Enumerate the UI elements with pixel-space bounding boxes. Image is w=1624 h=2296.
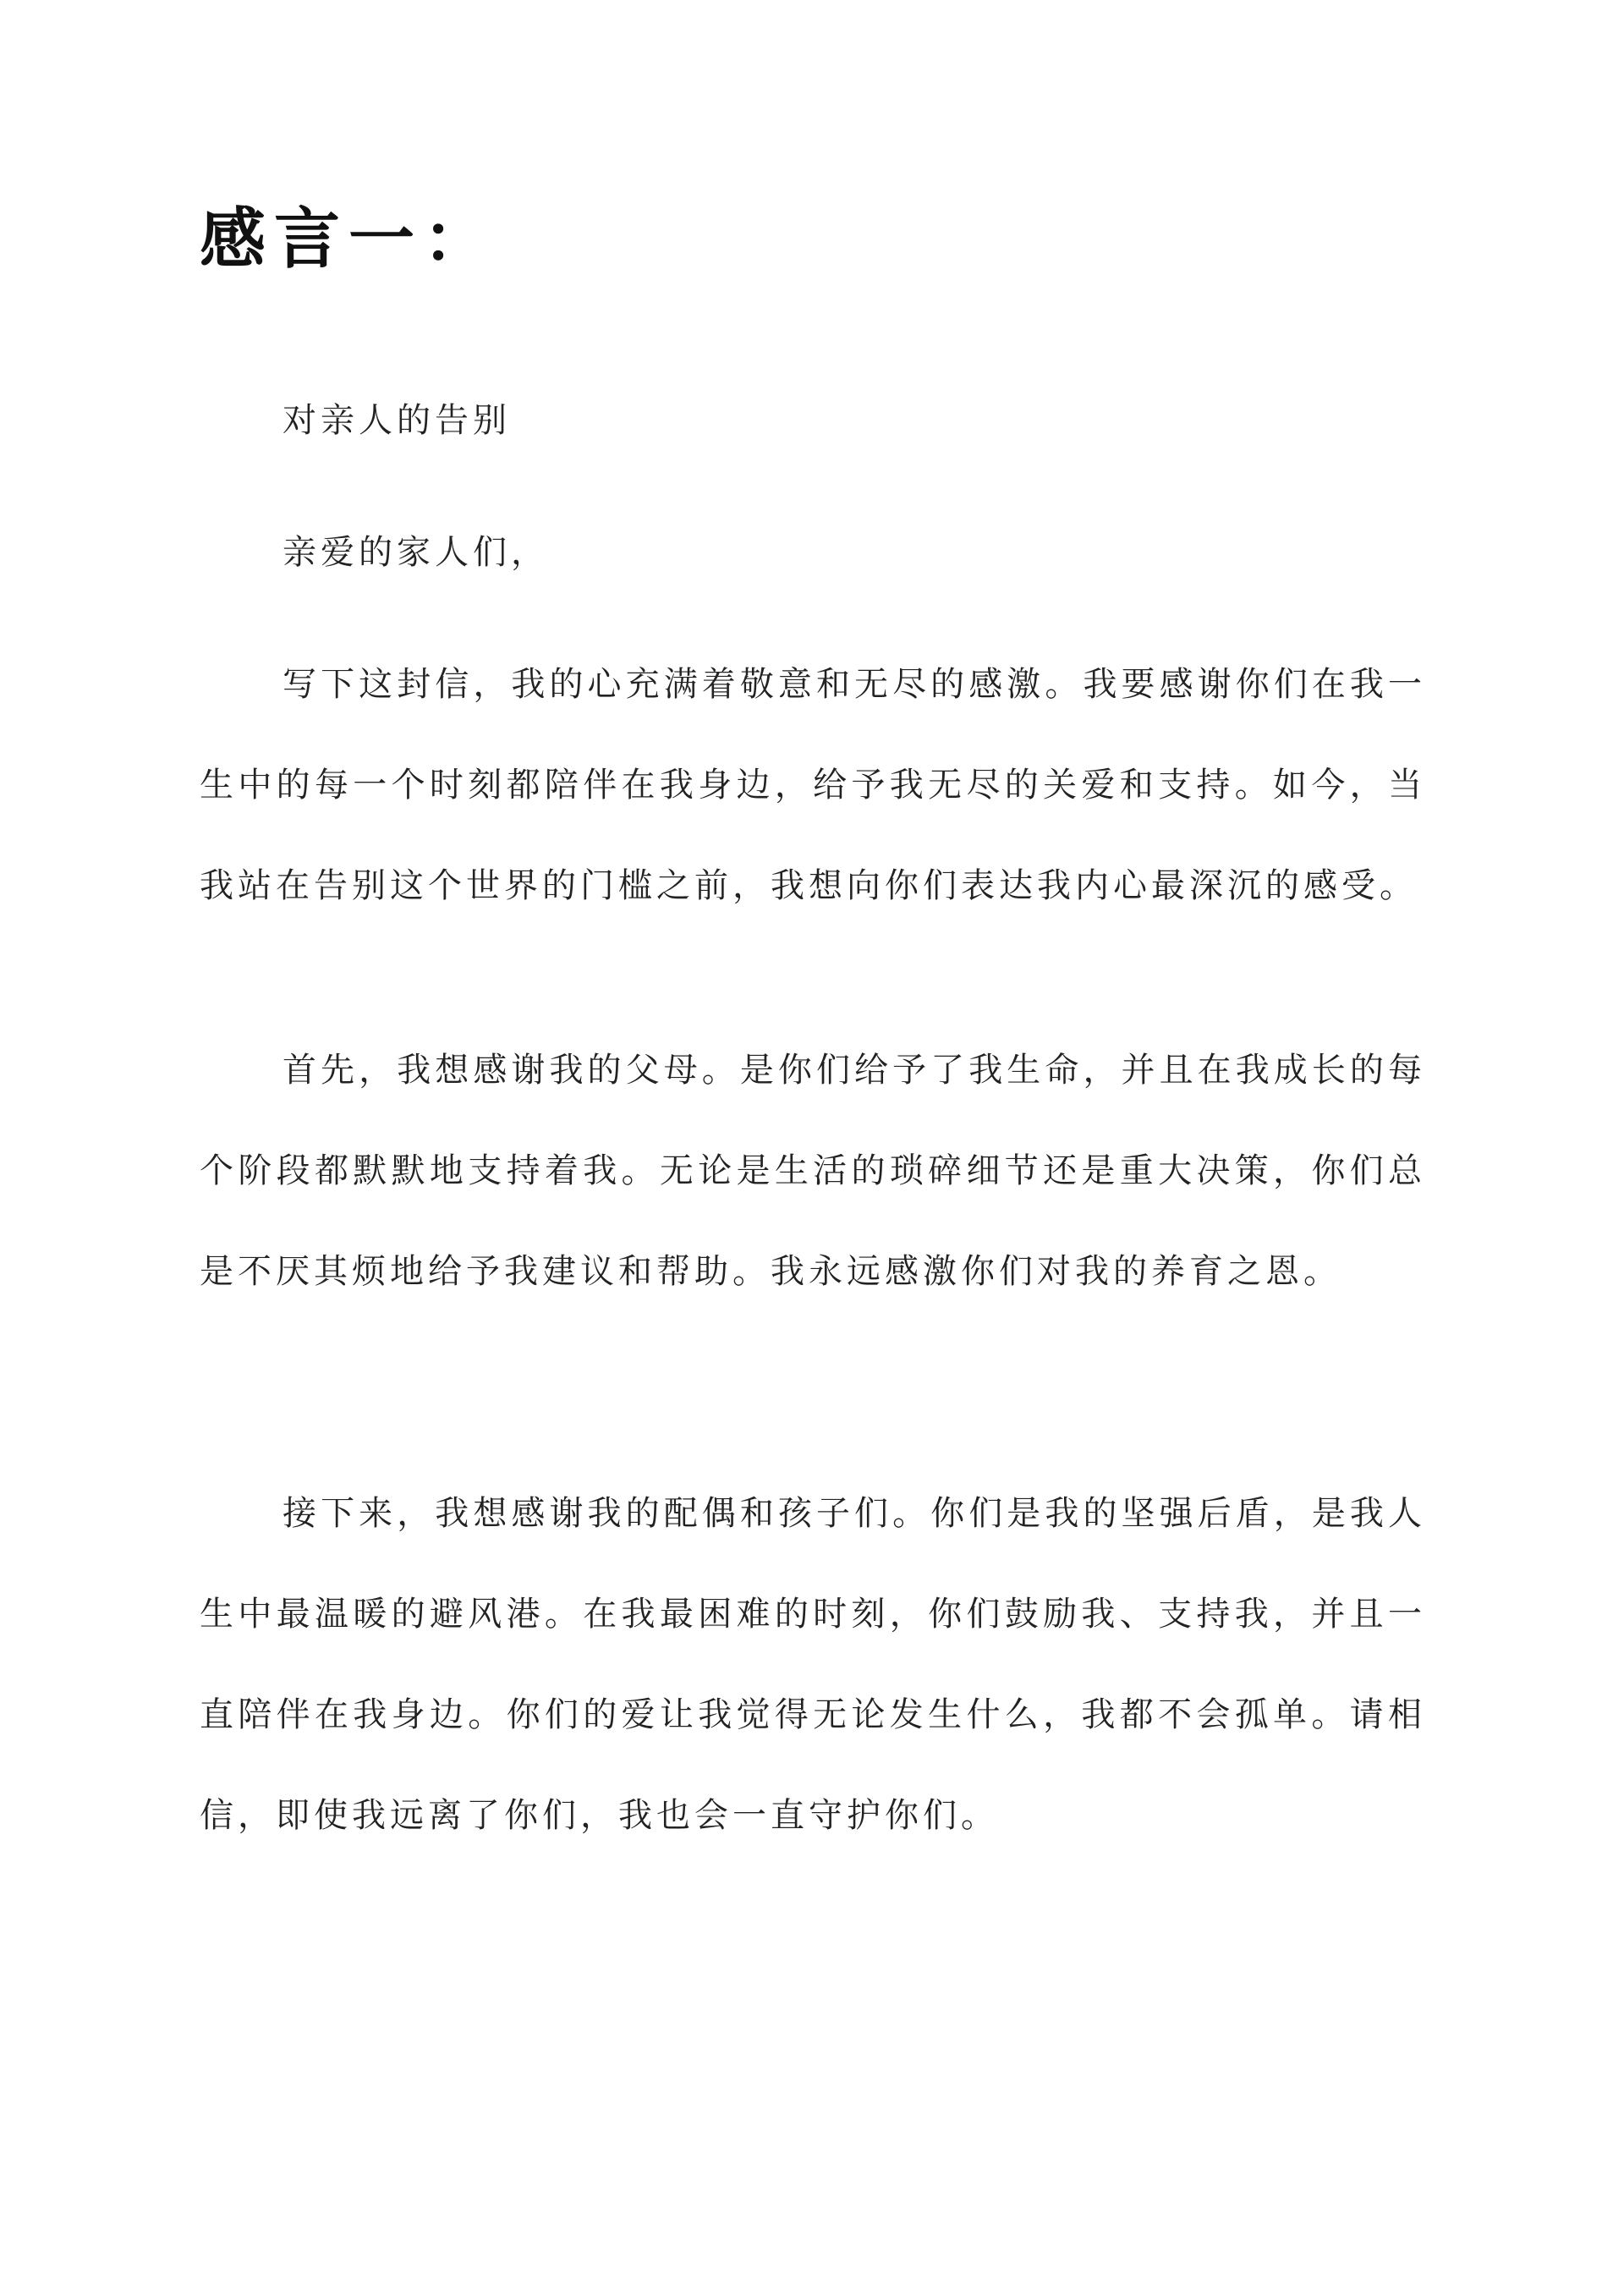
page-title: 感言一：: [200, 201, 498, 277]
body-paragraph-1: 写下这封信，我的心充满着敬意和无尽的感激。我要感谢你们在我一生中的每一个时刻都陪伴在我身边，给予我无尽的关爱和支持。如今，当我站在告别这个世界的门槛之前，我想向你们表达我内心最深沉的感受。: [200, 665, 1426, 905]
body-paragraph-2: 首先，我想感谢我的父母。是你们给予了我生命，并且在我成长的每个阶段都默默地支持着我。无论是生活的琐碎细节还是重大决策，你们总是不厌其烦地给予我建议和帮助。我永远感激你们对我的养育之恩。: [200, 1051, 1426, 1291]
body-paragraph-3: 接下来，我想感谢我的配偶和孩子们。你们是我的坚强后盾，是我人生中最温暖的避风港。在我最困难的时刻，你们鼓励我、支持我，并且一直陪伴在我身边。你们的爱让我觉得无论发生什么，我都不会孤单。请相信，即使我远离了你们，我也会一直守护你们。: [200, 1494, 1426, 1835]
letter-greeting: 亲爱的家人们，: [283, 533, 549, 572]
letter-subtitle: 对亲人的告别: [283, 401, 511, 440]
